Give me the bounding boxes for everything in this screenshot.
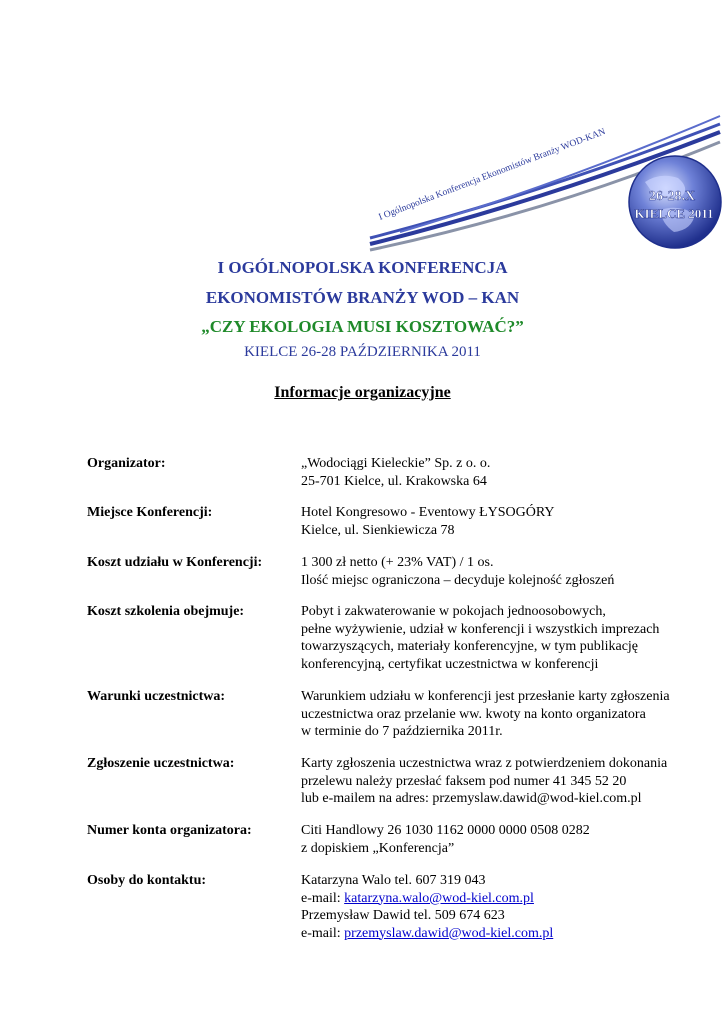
info-label: Numer konta organizatora: xyxy=(87,823,252,838)
contact-person-1: Katarzyna Walo tel. 607 319 043 xyxy=(301,873,486,888)
contact-email-link-1[interactable]: katarzyna.walo@wod-kiel.com.pl xyxy=(344,890,534,906)
conference-title-line1: I OGÓLNOPOLSKA KONFERENCJA xyxy=(217,258,508,277)
info-line: 25-701 Kielce, ul. Krakowska 64 xyxy=(301,473,487,489)
info-value xyxy=(301,688,721,741)
section-title: Informacje organizacyjne xyxy=(274,384,451,401)
info-line: „Wodociągi Kieleckie” Sp. z o. o. xyxy=(301,456,491,471)
email-prefix: e-mail: xyxy=(301,890,345,906)
info-line: w terminie do 7 października 2011r. xyxy=(301,724,503,739)
conference-title-line2: EKONOMISTÓW BRANŻY WOD – KAN xyxy=(205,288,520,307)
info-value xyxy=(301,755,721,808)
info-value xyxy=(301,872,721,942)
info-value xyxy=(301,603,721,673)
contact-person-2: Przemysław Dawid tel. 509 674 623 xyxy=(301,908,505,923)
info-line: towarzyszących, materiały konferencyjne, w tym publikację xyxy=(301,639,639,654)
info-label: Warunki uczestnictwa: xyxy=(87,689,226,704)
info-line: Kielce, ul. Sienkiewicza 78 xyxy=(301,522,455,538)
info-line: Hotel Kongresowo - Eventowy ŁYSOGÓRY xyxy=(301,505,555,520)
info-line: pełne wyżywienie, udział w konferencji i wszystkich imprezach xyxy=(301,621,660,637)
contact-email-row-2 xyxy=(301,925,721,943)
info-line: Warunkiem udziału w konferencji jest przesłanie karty zgłoszenia xyxy=(301,689,670,704)
info-label: Miejsce Konferencji: xyxy=(87,505,213,520)
info-label: Organizator: xyxy=(87,456,166,471)
logo-arc-text: I Ogólnopolska Konferencja Ekonomistów Branży WOD-KAN xyxy=(377,127,608,223)
email-prefix: e-mail: xyxy=(301,925,345,941)
info-label: Koszt udziału w Konferencji: xyxy=(87,555,263,570)
info-value xyxy=(301,554,721,589)
globe-text-dates: 26-28.X xyxy=(648,189,696,204)
globe-text-city: KIELCE 2011 xyxy=(634,206,714,221)
info-line: 1 300 zł netto (+ 23% VAT) / 1 os. xyxy=(301,555,494,570)
info-label: Zgłoszenie uczestnictwa: xyxy=(87,756,235,771)
info-label: Osoby do kontaktu: xyxy=(87,873,207,888)
info-label: Koszt szkolenia obejmuje: xyxy=(87,604,245,619)
info-line: Pobyt i zakwaterowanie w pokojach jednoosobowych, xyxy=(301,604,606,619)
conference-date-place: KIELCE 26-28 PAŹDZIERNIKA 2011 xyxy=(244,344,481,360)
info-line: uczestnictwa oraz przelanie ww. kwoty na konto organizatora xyxy=(301,706,646,722)
info-line: przelewu należy przesłać faksem pod numer 41 345 52 20 xyxy=(301,773,627,789)
info-line: Citi Handlowy 26 1030 1162 0000 0000 0508 0282 xyxy=(301,823,590,838)
contact-email-row-1 xyxy=(301,890,721,908)
info-line: konferencyjną, certyfikat uczestnictwa w konferencji xyxy=(301,656,599,672)
info-line: Ilość miejsc ograniczona – decyduje kolejność zgłoszeń xyxy=(301,572,615,588)
info-line: lub e-mailem na adres: przemyslaw.dawid@wod-kiel.com.pl xyxy=(301,791,642,806)
info-line: Karty zgłoszenia uczestnictwa wraz z potwierdzeniem dokonania xyxy=(301,756,668,771)
info-line: z dopiskiem „Konferencja” xyxy=(301,840,455,856)
info-value xyxy=(301,504,721,539)
info-value xyxy=(301,455,721,490)
info-value xyxy=(301,822,721,857)
conference-logo xyxy=(360,92,725,252)
contact-email-link-2[interactable]: przemyslaw.dawid@wod-kiel.com.pl xyxy=(344,925,554,941)
conference-motto: „CZY EKOLOGIA MUSI KOSZTOWAĆ?” xyxy=(201,317,524,336)
